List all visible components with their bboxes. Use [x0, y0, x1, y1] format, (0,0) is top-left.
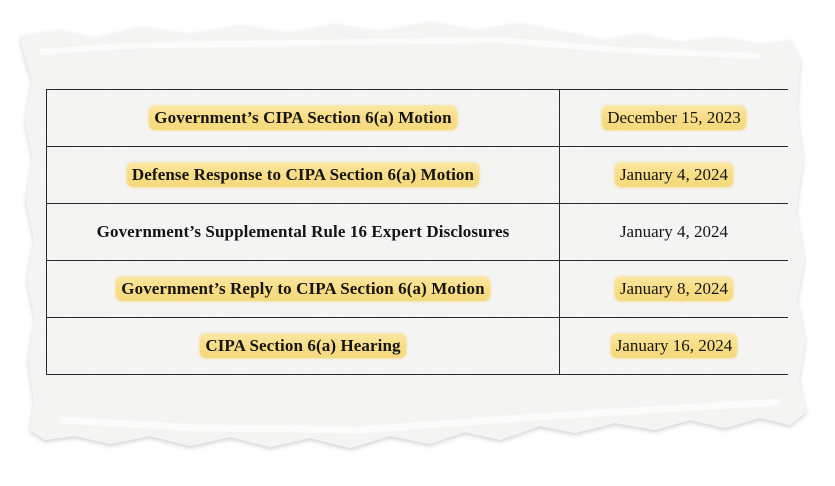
date-label: January 4, 2024: [615, 163, 733, 187]
table-row: [47, 90, 789, 147]
table-row: [47, 204, 789, 261]
event-label: Defense Response to CIPA Section 6(a) Motion: [127, 163, 479, 187]
table-row: [47, 261, 789, 318]
date-label: December 15, 2023: [602, 106, 746, 130]
date-cell: [560, 318, 789, 375]
event-cell: [47, 147, 560, 204]
event-label: Government’s Supplemental Rule 16 Expert Disclosures: [96, 222, 510, 241]
schedule-table-body: [47, 90, 789, 375]
date-cell: [560, 204, 789, 261]
event-label: Government’s CIPA Section 6(a) Motion: [149, 106, 456, 130]
event-label: Government’s Reply to CIPA Section 6(a) Motion: [116, 277, 489, 301]
schedule-table: [46, 89, 788, 375]
event-cell: [47, 90, 560, 147]
date-cell: [560, 261, 789, 318]
date-label: January 16, 2024: [611, 334, 738, 358]
date-label: January 4, 2024: [619, 222, 729, 241]
date-cell: [560, 147, 789, 204]
date-label: January 8, 2024: [615, 277, 733, 301]
event-cell: [47, 318, 560, 375]
date-cell: [560, 90, 789, 147]
table-row: [47, 318, 789, 375]
table-row: [47, 147, 789, 204]
event-cell: [47, 261, 560, 318]
event-label: CIPA Section 6(a) Hearing: [200, 334, 405, 358]
event-cell: [47, 204, 560, 261]
